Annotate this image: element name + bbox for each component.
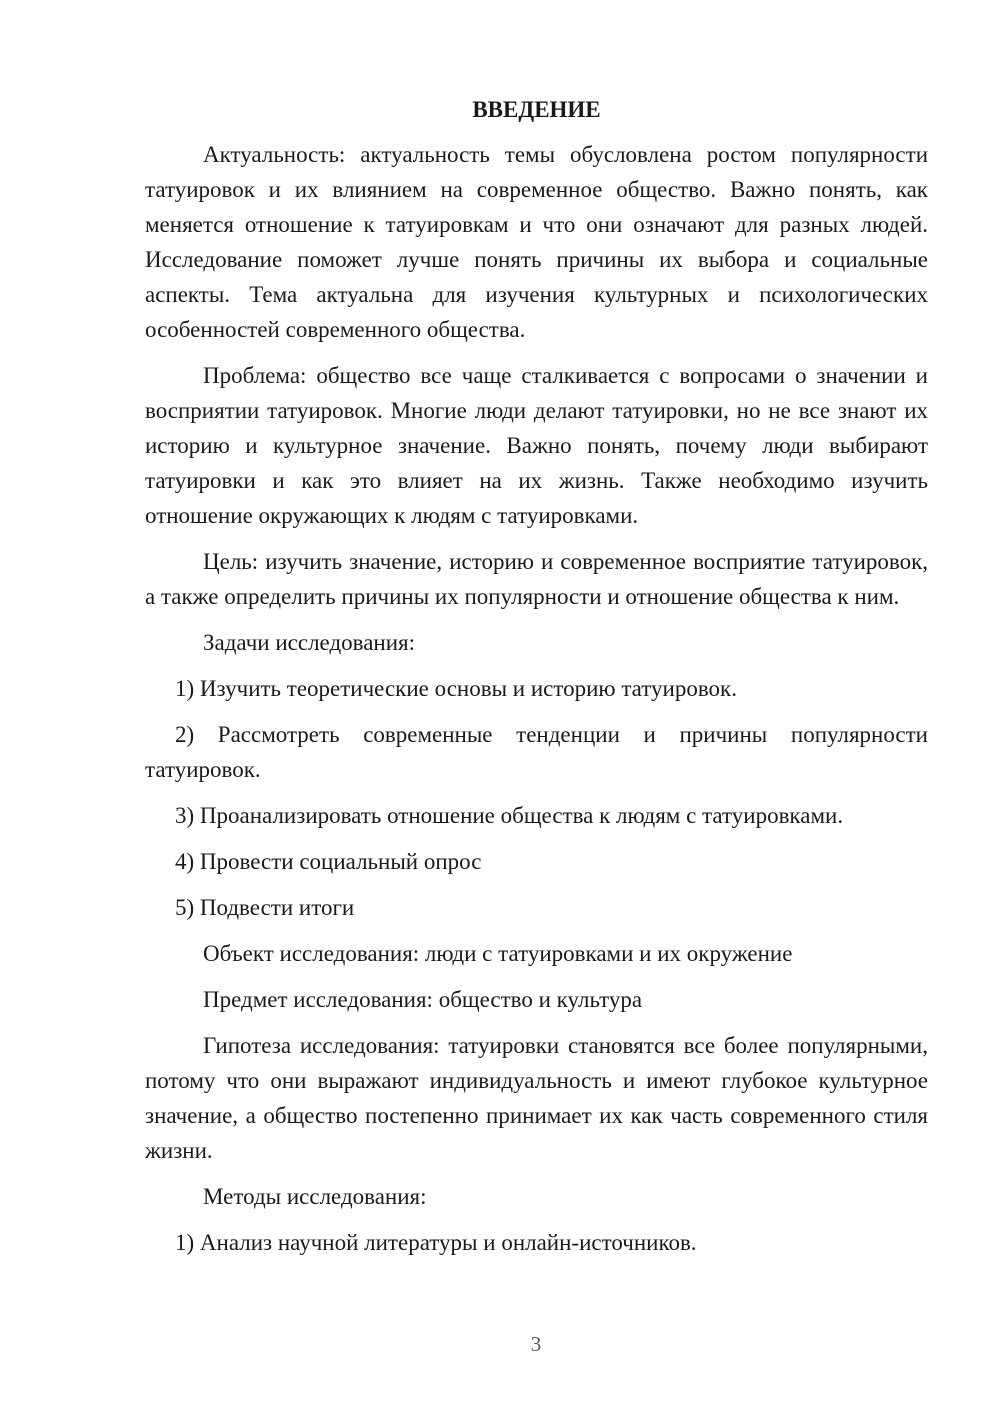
task-item-3: 3) Проанализировать отношение общества к людям с татуировками. (175, 803, 844, 828)
task-item-4: 4) Провести социальный опрос (175, 849, 482, 874)
relevance-paragraph: Актуальность: актуальность темы обусловлена ростом популярности татуировок и их влиянием на современное общество. Важно понять, как меняется отношение к татуировкам и что они означают для разных людей. Исследование поможет лучше понять причины их выбора и социальные аспекты. Тема актуальна для изучения культурных и психологических особенностей современного общества. (145, 142, 928, 342)
goal-paragraph: Цель: изучить значение, историю и современное восприятие татуировок, а также определить причины их популярности и отношение общества к ним. (145, 549, 928, 609)
document-body (145, 92, 928, 1271)
subject-paragraph: Предмет исследования: общество и культура (203, 987, 643, 1012)
task-item-5: 5) Подвести итоги (175, 895, 355, 920)
tasks-heading: Задачи исследования: (203, 630, 416, 655)
object-paragraph: Объект исследования: люди с татуировками и их окружение (203, 941, 793, 966)
hypothesis-paragraph: Гипотеза исследования: татуировки становятся все более популярными, потому что они выражают индивидуальность и имеют глубокое культурное значение, а общество постепенно принимает их как часть современного стиля жизни. (145, 1033, 928, 1163)
task-item-1: 1) Изучить теоретические основы и историю татуировок. (175, 676, 737, 701)
problem-paragraph: Проблема: общество все чаще сталкивается с вопросами о значении и восприятии татуировок. Многие люди делают татуировки, но не все знают их историю и культурное значение. Важно понять, почему люди выбирают татуировки и как это влияет на их жизнь. Также необходимо изучить отношение окружающих к людям с татуировками. (145, 363, 928, 528)
task-item-2: 2) Рассмотреть современные тенденции и причины популярности татуировок. (145, 722, 928, 782)
page-number: 3 (530, 1332, 542, 1356)
section-title: ВВЕДЕНИЕ (472, 97, 601, 122)
method-item-1: 1) Анализ научной литературы и онлайн-источников. (175, 1230, 697, 1255)
methods-heading: Методы исследования: (203, 1184, 427, 1209)
